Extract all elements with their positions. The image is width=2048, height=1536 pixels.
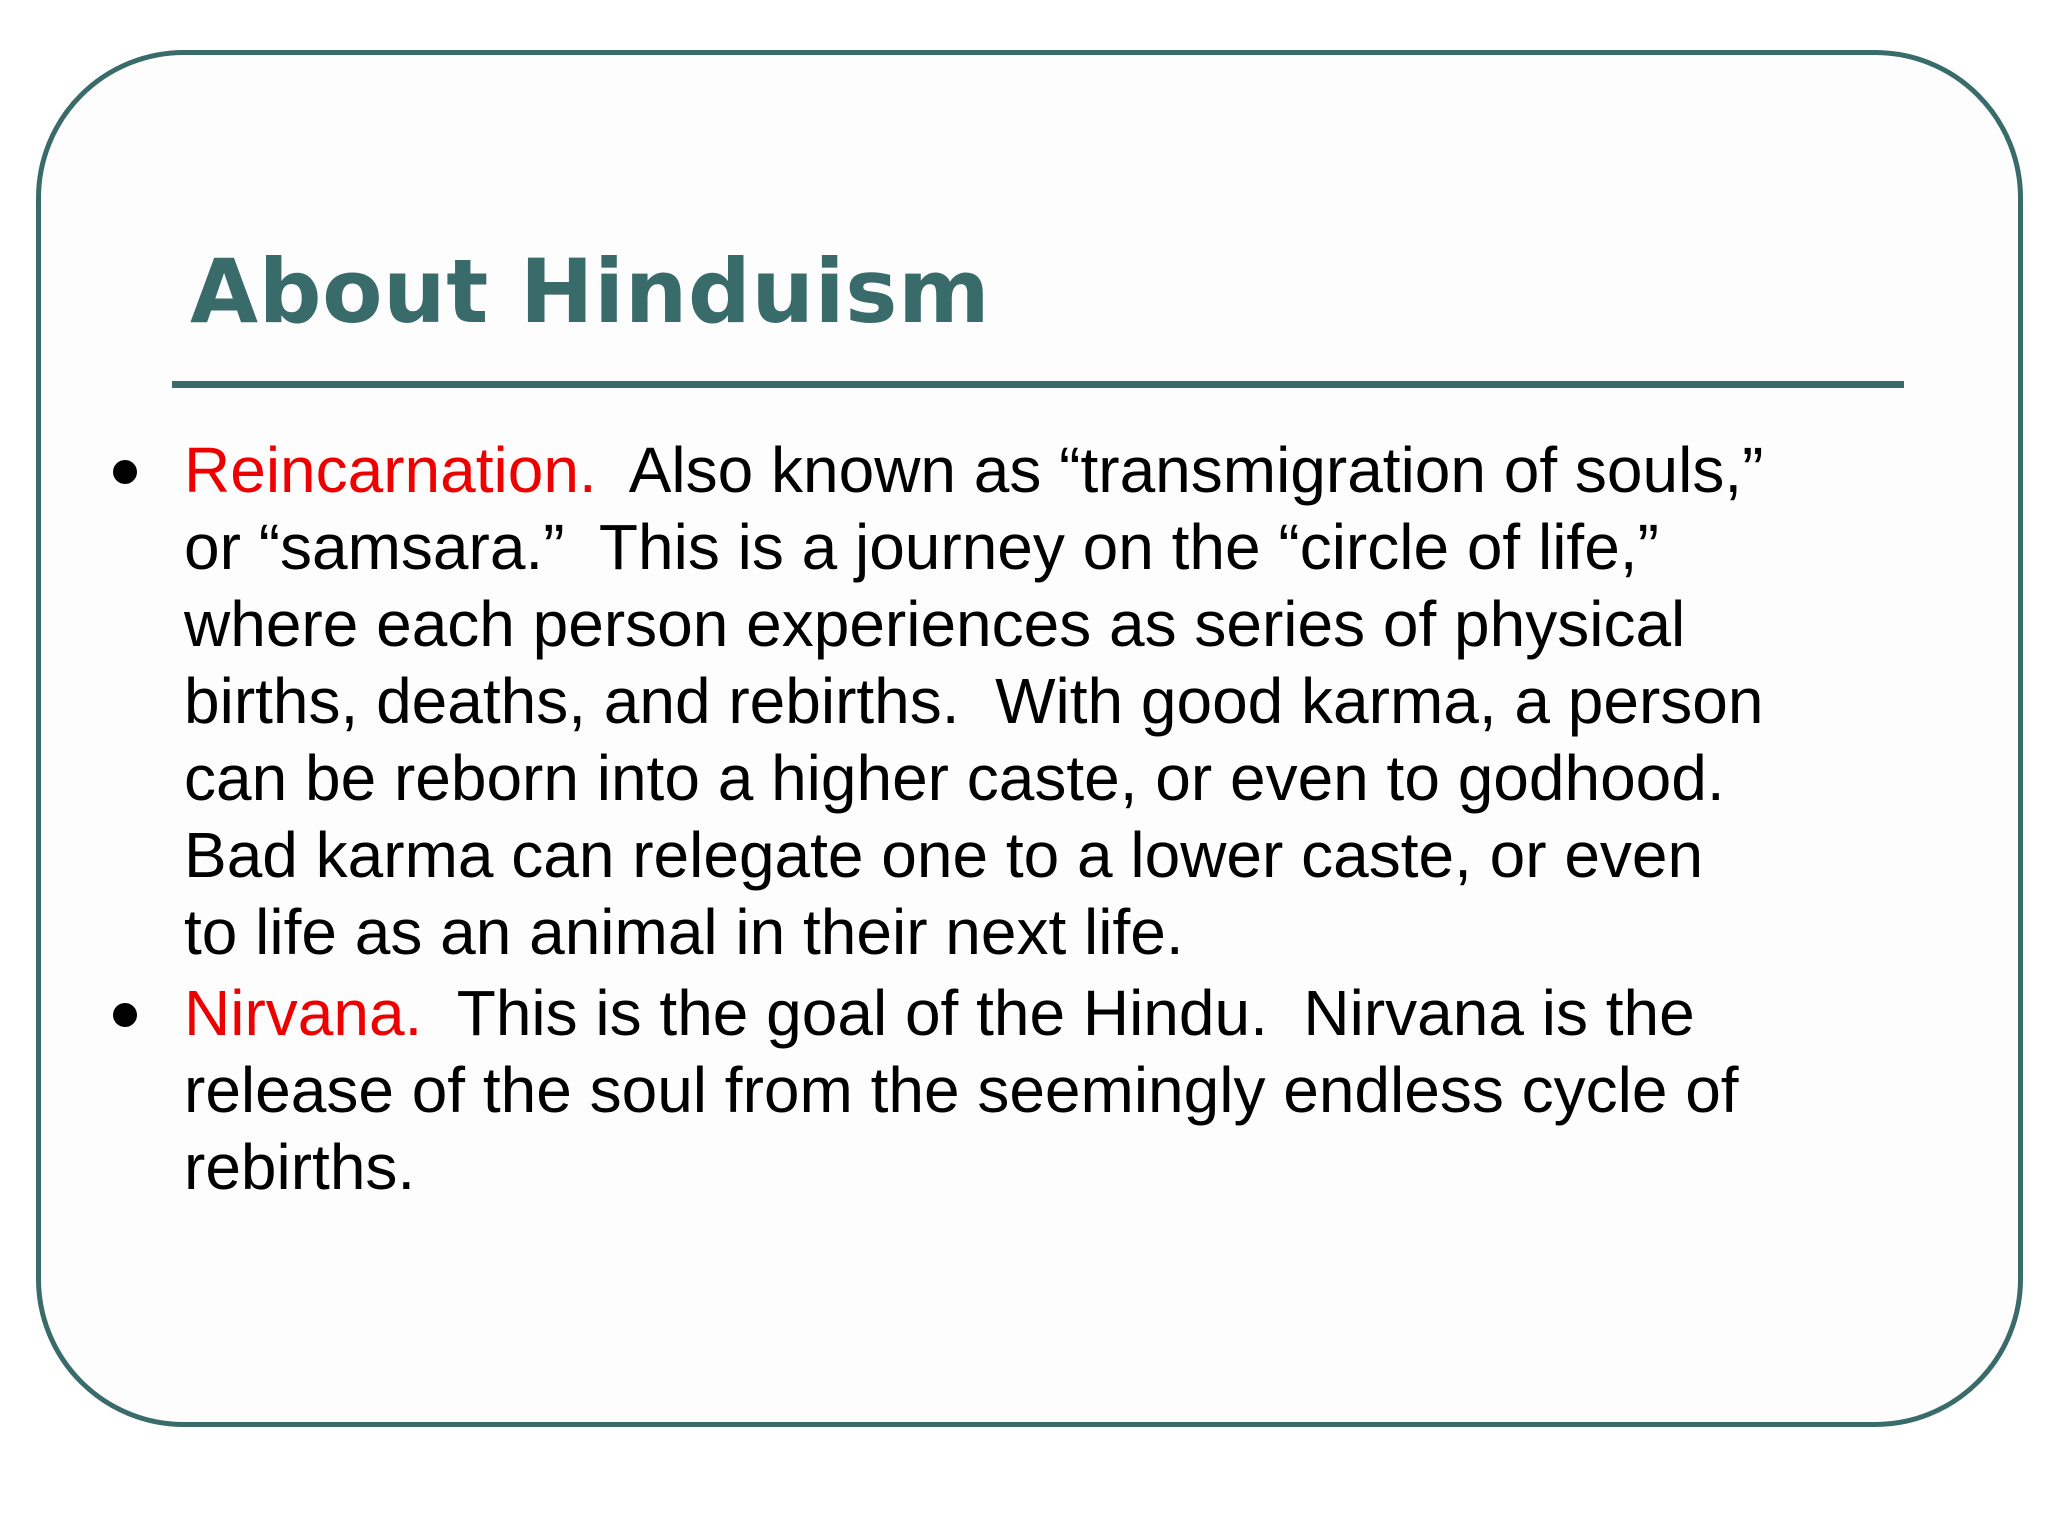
bullet-line: births, deaths, and rebirths. With good karma, a person [184,665,1764,737]
bullet-term: Reincarnation. [184,434,597,506]
bullet-dot-icon [113,1003,137,1027]
bullet-text: This is the goal of the Hindu. Nirvana is the [422,977,1695,1049]
bullet-term: Nirvana. [184,977,423,1049]
bullet-text: Also known as “transmigration of souls,” [596,434,1764,506]
bullet-nirvana [0,975,1904,1206]
bullet-line: can be reborn into a higher caste, or even to godhood. [184,742,1725,814]
bullet-line [184,432,1904,509]
bullet-line: or “samsara.” This is a journey on the “circle of life,” [184,511,1659,583]
bullet-dot-icon [113,460,137,484]
bullet-line: release of the soul from the seemingly endless cycle of [184,1054,1739,1126]
bullet-line [184,975,1904,1052]
slide-title: About Hinduism [190,240,991,343]
bullet-line: rebirths. [184,1131,416,1203]
bullet-line: Bad karma can relegate one to a lower caste, or even [184,819,1704,891]
title-underline [172,381,1904,388]
bullet-line: to life as an animal in their next life. [184,896,1184,968]
bullet-line: where each person experiences as series of physical [184,588,1686,660]
bullet-reincarnation [0,432,1904,971]
bullet-list [0,432,1904,1210]
